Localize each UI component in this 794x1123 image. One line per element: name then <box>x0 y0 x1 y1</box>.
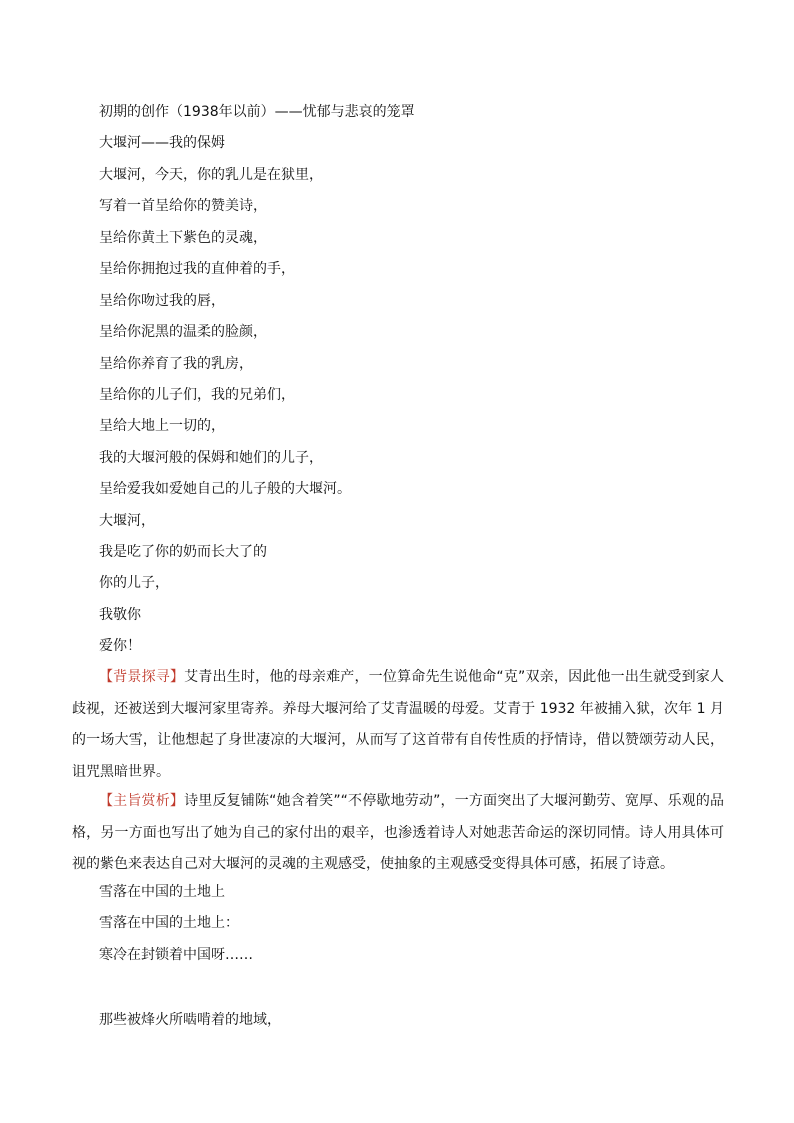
poem-line: 呈给你的儿子们，我的兄弟们， <box>99 387 295 403</box>
poem-line: 呈给你吻过我的唇， <box>99 293 225 309</box>
poem-line: 你的儿子， <box>99 575 169 591</box>
poem-line: 呈给爱我如爱她自己的儿子般的大堰河。 <box>99 481 351 497</box>
background-paragraph <box>72 662 724 788</box>
theme-tag: 【主旨赏析】 <box>99 793 185 809</box>
poem-line: 呈给大地上一切的， <box>99 418 225 434</box>
poem-line: 寒冷在封锁着中国呀…… <box>99 947 253 963</box>
poem-line: 我是吃了你的奶而长大了的 <box>99 544 267 560</box>
poem-line: 雪落在中国的土地上： <box>99 915 239 931</box>
poem-line: 呈给你养育了我的乳房， <box>99 356 253 372</box>
poem-line: 呈给你黄土下紫色的灵魂， <box>99 230 267 246</box>
section-heading: 初期的创作（1938年以前）——忧郁与悲哀的笼罩 <box>99 104 415 120</box>
poem-line: 写着一首呈给你的赞美诗， <box>99 198 267 214</box>
theme-paragraph <box>72 786 724 881</box>
poem-line: 爱你！ <box>99 638 141 654</box>
poem-title: 大堰河——我的保姆 <box>99 135 225 151</box>
poem-line: 那些被烽火所啮啃着的地域， <box>99 1012 281 1028</box>
poem-title: 雪落在中国的土地上 <box>99 884 225 900</box>
theme-text: 诗里反复铺陈“她含着笑”“不停歇地劳动”，一方面突出了大堰河勤劳、宽厚、乐观的品格，另一方面也写出了她为自己的家付出的艰辛，也渗透着诗人对她悲苦命运的深切同情。诗人用具体可视的紫色来表达自己对大堰河的灵魂的主观感受，使抽象的主观感受变得具体可感，拓展了诗意。 <box>72 793 724 872</box>
poem-line: 呈给你拥抱过我的直伸着的手， <box>99 261 295 277</box>
poem-line: 大堰河，今天，你的乳儿是在狱里， <box>99 167 323 183</box>
poem-line: 我敬你 <box>99 607 141 623</box>
background-text: 艾青出生时，他的母亲难产，一位算命先生说他命“克”双亲，因此他一出生就受到家人歧视，还被送到大堰河家里寄养。养母大堰河给了艾青温暖的母爱。艾青于 1932 年被捕入狱，次年 1 月的一场大雪，让他想起了身世凄凉的大堰河，从而写了这首带有自传性质的抒情诗，借以赞颂劳动人民，诅咒黑暗世界。 <box>72 669 725 780</box>
background-tag: 【背景探寻】 <box>99 669 185 685</box>
poem-line: 大堰河， <box>99 513 155 529</box>
poem-line: 呈给你泥黑的温柔的脸颜， <box>99 324 267 340</box>
poem-line: 我的大堰河般的保姆和她们的儿子， <box>99 450 323 466</box>
